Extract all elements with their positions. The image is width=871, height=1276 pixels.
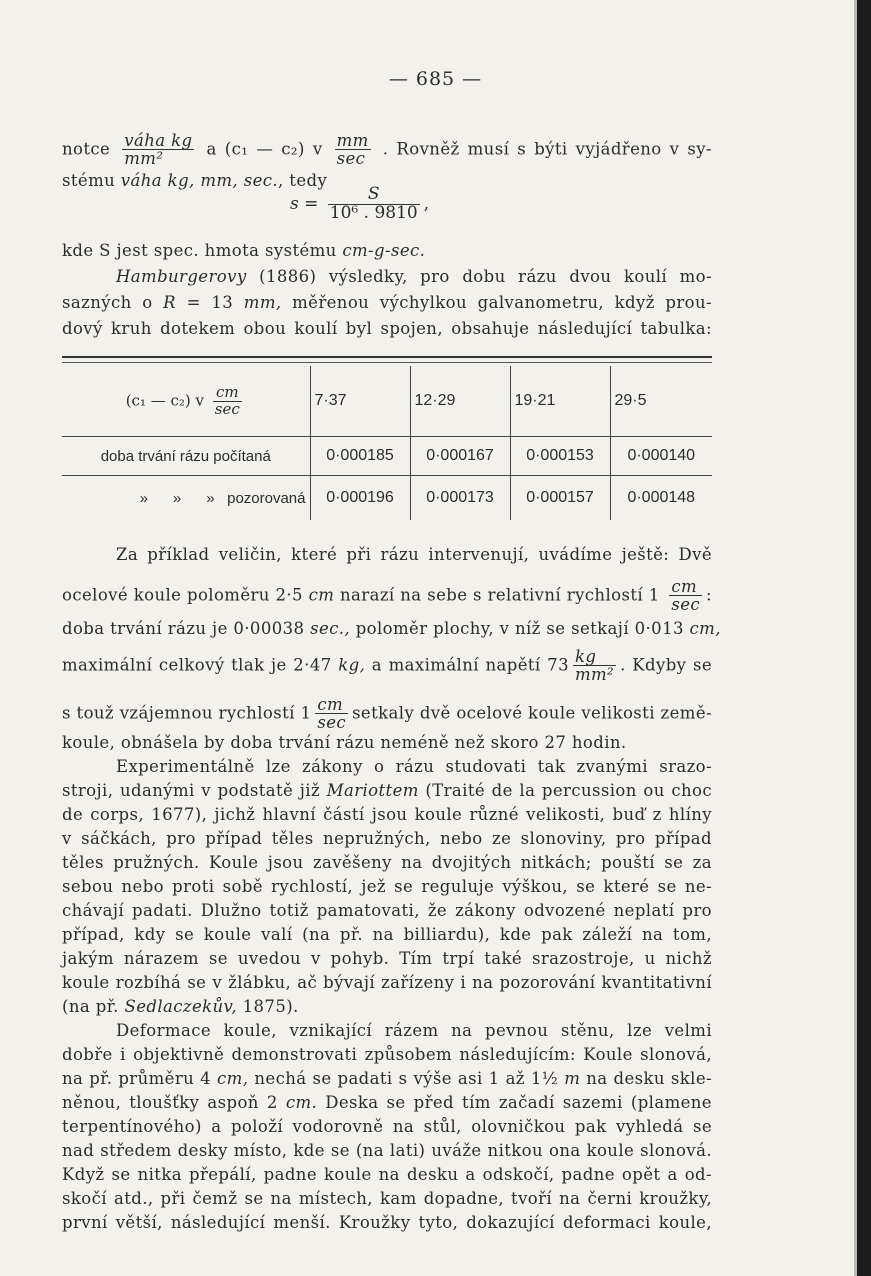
table-cell: 0·000157 [510, 476, 610, 521]
table-top-rule [62, 356, 712, 358]
text-line: chávají padati. Dlužno totiž pamatovati, že zákony odvozené neplatí pro [62, 901, 712, 920]
text-line: terpentínového) a položí vodorovně na stůl, olovničkou pak vyhledá se [62, 1117, 712, 1136]
text-line: maximální celkový tlak je 2·47 kg, a maximální napětí 73 $\frac{kg}{\text{mm²}}$ . Kdyby se [62, 647, 712, 685]
table-cell: 0·000167 [410, 437, 510, 476]
text-line: koule rozbíhá se v žlábku, ač bývají zařízeny i na pozorování kvantitativní [62, 973, 712, 992]
table-top-rule [62, 362, 712, 363]
equation: s = $\frac{S}{\text{10⁶ . 9810}}$ , [290, 184, 430, 223]
text-line: sazných o R = 13 mm, měřenou výchylkou galvanometru, když prou- [62, 293, 712, 312]
text-line: (na př. Sedlaczekův, 1875). [62, 997, 299, 1016]
results-table [62, 366, 712, 520]
text-line: první větší, následující menší. Kroužky tyto, dokazující deformaci koule, [62, 1213, 712, 1232]
table-header-cell: 12·29 [410, 366, 510, 437]
text-line: případ, kdy se koule valí (na př. na billiardu), kde pak záleží na tom, [62, 925, 712, 944]
text-line: notce $\frac{\text{váha kg}}{\text{mm²}}$ a (c₁ — c₂) v $\frac{mm}{\sec}$ . Rovněž musí s býti vyjádřeno v sy- [62, 131, 712, 169]
text-line: na př. průměru 4 cm, nechá se padati s výše asi 1 až 1½ m na desku skle- [62, 1069, 712, 1088]
text-line: Hamburgerovy (1886) výsledky, pro dobu rázu dvou koulí mo- [116, 267, 712, 286]
table-cell: 0·000196 [310, 476, 410, 521]
page-edge-border [854, 0, 857, 1276]
table-row-label: doba trvání rázu počítaná [62, 437, 310, 476]
text-line: něnou, tloušťky aspoň 2 cm. Deska se před tím začadí sazemi (plamene [62, 1093, 712, 1112]
page-number: — 685 — [388, 68, 483, 90]
text-line: kde S jest spec. hmota systému cm-g-sec. [62, 241, 426, 260]
text-line: s touž vzájemnou rychlostí 1 $\frac{cm}{\sec}$ setkaly dvě ocelové koule velikosti země- [62, 695, 712, 733]
table-header-cell: 7·37 [310, 366, 410, 437]
table-header-label: (c₁ — c₂) v $\frac{cm}{\sec}$ [125, 382, 240, 418]
text-line: ocelové koule poloměru 2·5 cm narazí na sebe s relativní rychlostí 1 $\frac{cm}{\sec}$ : [62, 577, 712, 615]
page-edge-shadow [857, 0, 871, 1276]
text-line: doba trvání rázu je 0·00038 sec., poloměr plochy, v níž se setkají 0·013 cm, [62, 619, 721, 638]
text-line: Experimentálně lze zákony o rázu studovati tak zvanými srazo- [116, 757, 712, 776]
text-line: de corps, 1677), jichž hlavní částí jsou koule různé velikosti, buď z hlíny [62, 805, 712, 824]
text-line: koule, obnášela by doba trvání rázu neméně než skoro 27 hodin. [62, 733, 627, 752]
text-line: v sáčkách, pro případ těles nepružných, nebo ze slonoviny, pro případ [62, 829, 712, 848]
text-line: jakým nárazem se uvedou v pohyb. Tím trpí také srazostroje, u nichž [62, 949, 712, 968]
table-cell: 0·000148 [610, 476, 712, 521]
table-header-cell: 19·21 [510, 366, 610, 437]
text-line: stému váha kg, mm, sec., tedy [62, 171, 328, 190]
table-cell: 0·000153 [510, 437, 610, 476]
text-line: Za příklad veličin, které při rázu intervenují, uvádíme ještě: Dvě [116, 545, 712, 564]
table-header-row [62, 366, 712, 437]
table-row-label: » » » pozorovaná [62, 476, 310, 521]
text-line: skočí atd., při čemž se na místech, kam dopadne, tvoří na černi kroužky, [62, 1189, 712, 1208]
table-cell: 0·000173 [410, 476, 510, 521]
text-line: těles pružných. Koule jsou zavěšeny na dvojitých nitkách; pouští se za [62, 853, 712, 872]
table-row [62, 476, 712, 521]
text-line: sebou nebo proti sobě rychlostí, jež se reguluje výškou, se které se ne- [62, 877, 712, 896]
text-line: stroji, udanými v podstatě již Mariottem (Traité de la percussion ou choc [62, 781, 712, 800]
text-line: Deformace koule, vznikající rázem na pevnou stěnu, lze velmi [116, 1021, 712, 1040]
text-line: nad středem desky místo, kde se (na lati) uváže nitkou ona koule slonová. [62, 1141, 712, 1160]
table-cell: 0·000140 [610, 437, 712, 476]
table-row [62, 437, 712, 476]
table-header-cell: 29·5 [610, 366, 712, 437]
table-cell: 0·000185 [310, 437, 410, 476]
text-line: dový kruh dotekem obou koulí byl spojen, obsahuje následující tabulka: [62, 319, 712, 338]
text-line: Když se nitka přepálí, padne koule na desku a odskočí, padne opět a od- [62, 1165, 712, 1184]
text-line: dobře i objektivně demonstrovati způsobem následujícím: Koule slonová, [62, 1045, 712, 1064]
